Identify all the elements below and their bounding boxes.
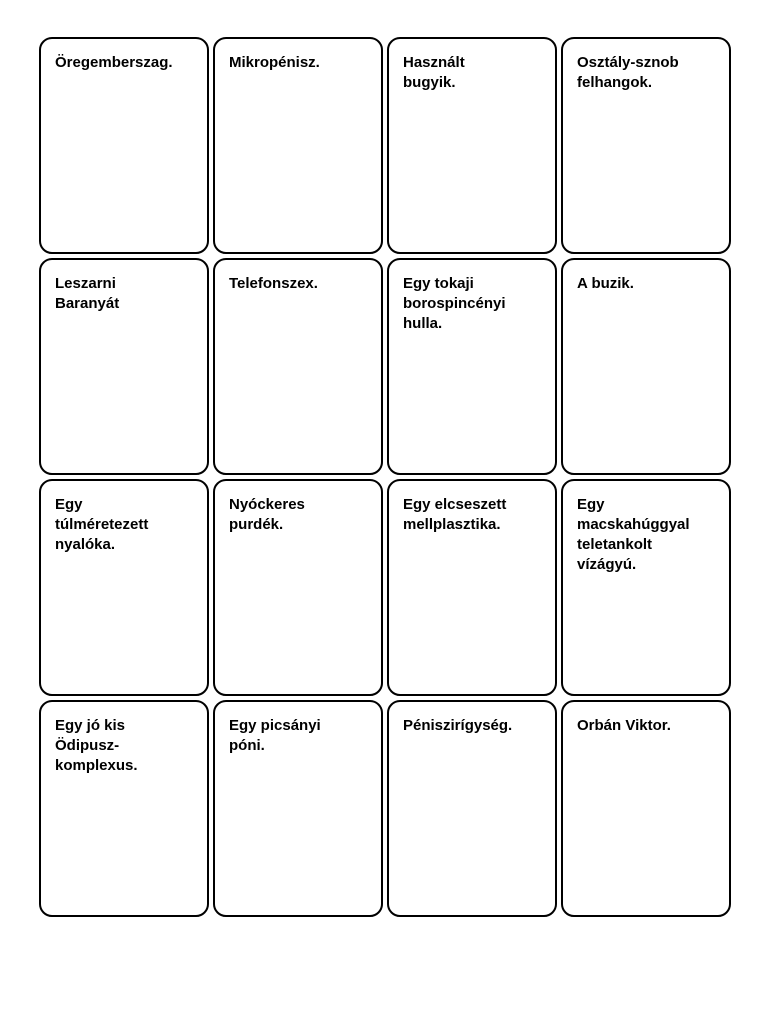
card: [387, 258, 557, 475]
card-text: Telefonszex.: [229, 275, 318, 292]
card: [39, 258, 209, 475]
card-text: Egy tokaji borospincényi hulla.: [403, 275, 506, 332]
card-text: Nyóckeres purdék.: [229, 496, 305, 533]
card-text: A buzik.: [577, 275, 634, 292]
card: [39, 37, 209, 254]
card-text: Egy elcseszett mellplasztika.: [403, 496, 507, 533]
card: [39, 700, 209, 917]
card: [561, 700, 731, 917]
card-text: Péniszirígység.: [403, 717, 513, 734]
card: [213, 700, 383, 917]
card-text: Egy picsányi póni.: [229, 717, 321, 754]
card-text: Egy jó kis Ödipusz- komplexus.: [55, 717, 138, 774]
card: [387, 37, 557, 254]
card: [561, 258, 731, 475]
card: [213, 37, 383, 254]
card: [387, 479, 557, 696]
card-text: Mikropénisz.: [229, 54, 320, 71]
card: [561, 479, 731, 696]
card-text: Öregemberszag.: [55, 54, 173, 71]
card-sheet: [39, 37, 731, 917]
card-text: Osztály-sznob felhangok.: [577, 54, 679, 91]
card: [561, 37, 731, 254]
card-text: Egy túlméretezett nyalóka.: [55, 496, 149, 553]
card: [387, 700, 557, 917]
card: [213, 258, 383, 475]
card-text: Egy macskahúggyal teletankolt vízágyú.: [577, 496, 690, 573]
card: [213, 479, 383, 696]
card: [39, 479, 209, 696]
card-text: Orbán Viktor.: [577, 717, 671, 734]
card-text: Használt bugyik.: [403, 54, 465, 91]
card-text: Leszarni Baranyát: [55, 275, 120, 312]
